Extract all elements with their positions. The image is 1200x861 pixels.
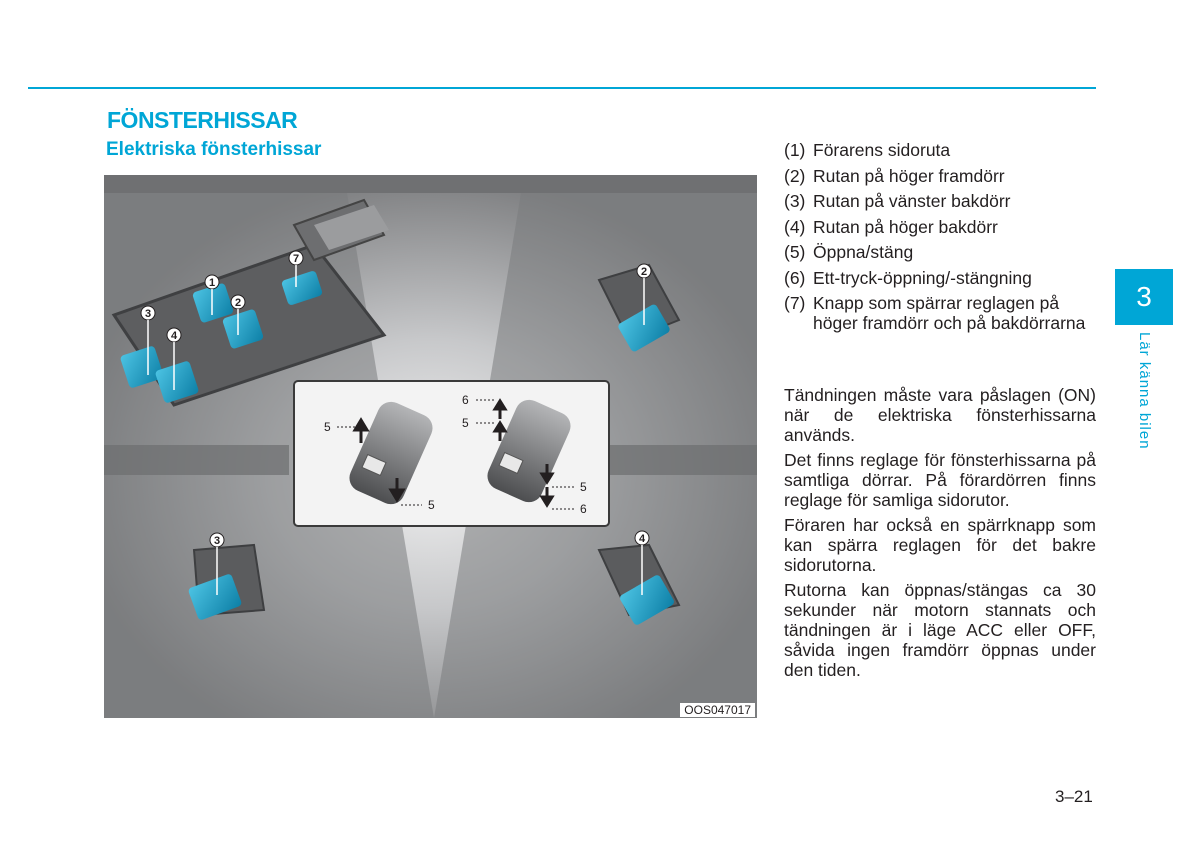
svg-text:5: 5 — [428, 498, 435, 512]
rear-left-trim — [104, 445, 289, 475]
paragraph-lock: Föraren har också en spärrknapp som kan spärra reglagen för det bakre sidorutorna. — [784, 515, 1096, 575]
legend-item: (3) Rutan på vänster bakdörr — [784, 191, 1011, 211]
legend-item: (7) Knapp som spärrar reglagen på höger framdörr och på bakdörrarna — [784, 293, 1086, 333]
paragraph-timer: Rutorna kan öppnas/stängas ca 30 sekunder när motorn stannats och tändningen är i läge ACC eller OFF, såvida ingen framdörr öppnas under den tiden. — [784, 580, 1096, 680]
svg-text:5: 5 — [324, 420, 331, 434]
window-switch-illustration — [104, 175, 757, 718]
svg-text:2: 2 — [234, 297, 242, 309]
svg-text:3: 3 — [213, 535, 221, 547]
svg-text:5: 5 — [580, 480, 587, 494]
svg-text:5: 5 — [462, 416, 469, 430]
section-title: FÖNSTERHISSAR — [107, 107, 298, 133]
svg-text:2: 2 — [640, 266, 648, 278]
svg-text:1: 1 — [208, 277, 216, 289]
svg-text:7: 7 — [292, 253, 300, 265]
paragraph-ignition: Tändningen måste vara påslagen (ON) när de elektriska fönsterhissarna används. — [784, 385, 1096, 445]
illustration-svg — [104, 175, 757, 718]
body-text — [784, 385, 1096, 685]
header-rule — [28, 87, 1096, 89]
svg-text:3: 3 — [144, 308, 152, 320]
chapter-tab: 3 — [1115, 269, 1173, 325]
legend-item: (2) Rutan på höger framdörr — [784, 165, 1005, 186]
sub-title: Elektriska fönsterhissar — [106, 139, 322, 160]
switch-detail-inset — [294, 381, 609, 526]
legend-item: (4) Rutan på höger bakdörr — [784, 216, 998, 237]
legend-item: (5) Öppna/stäng — [784, 242, 914, 262]
legend-item: (1) Förarens sidoruta — [784, 140, 951, 160]
svg-text:6: 6 — [462, 393, 469, 407]
paragraph-controls: Det finns reglage för fönsterhissarna på samtliga dörrar. På förardörren finns reglage för samliga sidorutor. — [784, 450, 1096, 510]
chapter-label: Lär känna bilen — [1136, 332, 1153, 450]
legend-item: (6) Ett-tryck-öppning/-stängning — [784, 267, 1032, 288]
svg-text:4: 4 — [638, 533, 646, 545]
svg-text:4: 4 — [170, 330, 178, 342]
svg-text:6: 6 — [580, 502, 587, 516]
legend-list — [784, 140, 1104, 339]
rear-right-trim — [604, 445, 757, 475]
top-trim — [104, 175, 757, 193]
figure-code: OOS047017 — [680, 703, 755, 717]
page-number: 3–21 — [1055, 787, 1093, 806]
